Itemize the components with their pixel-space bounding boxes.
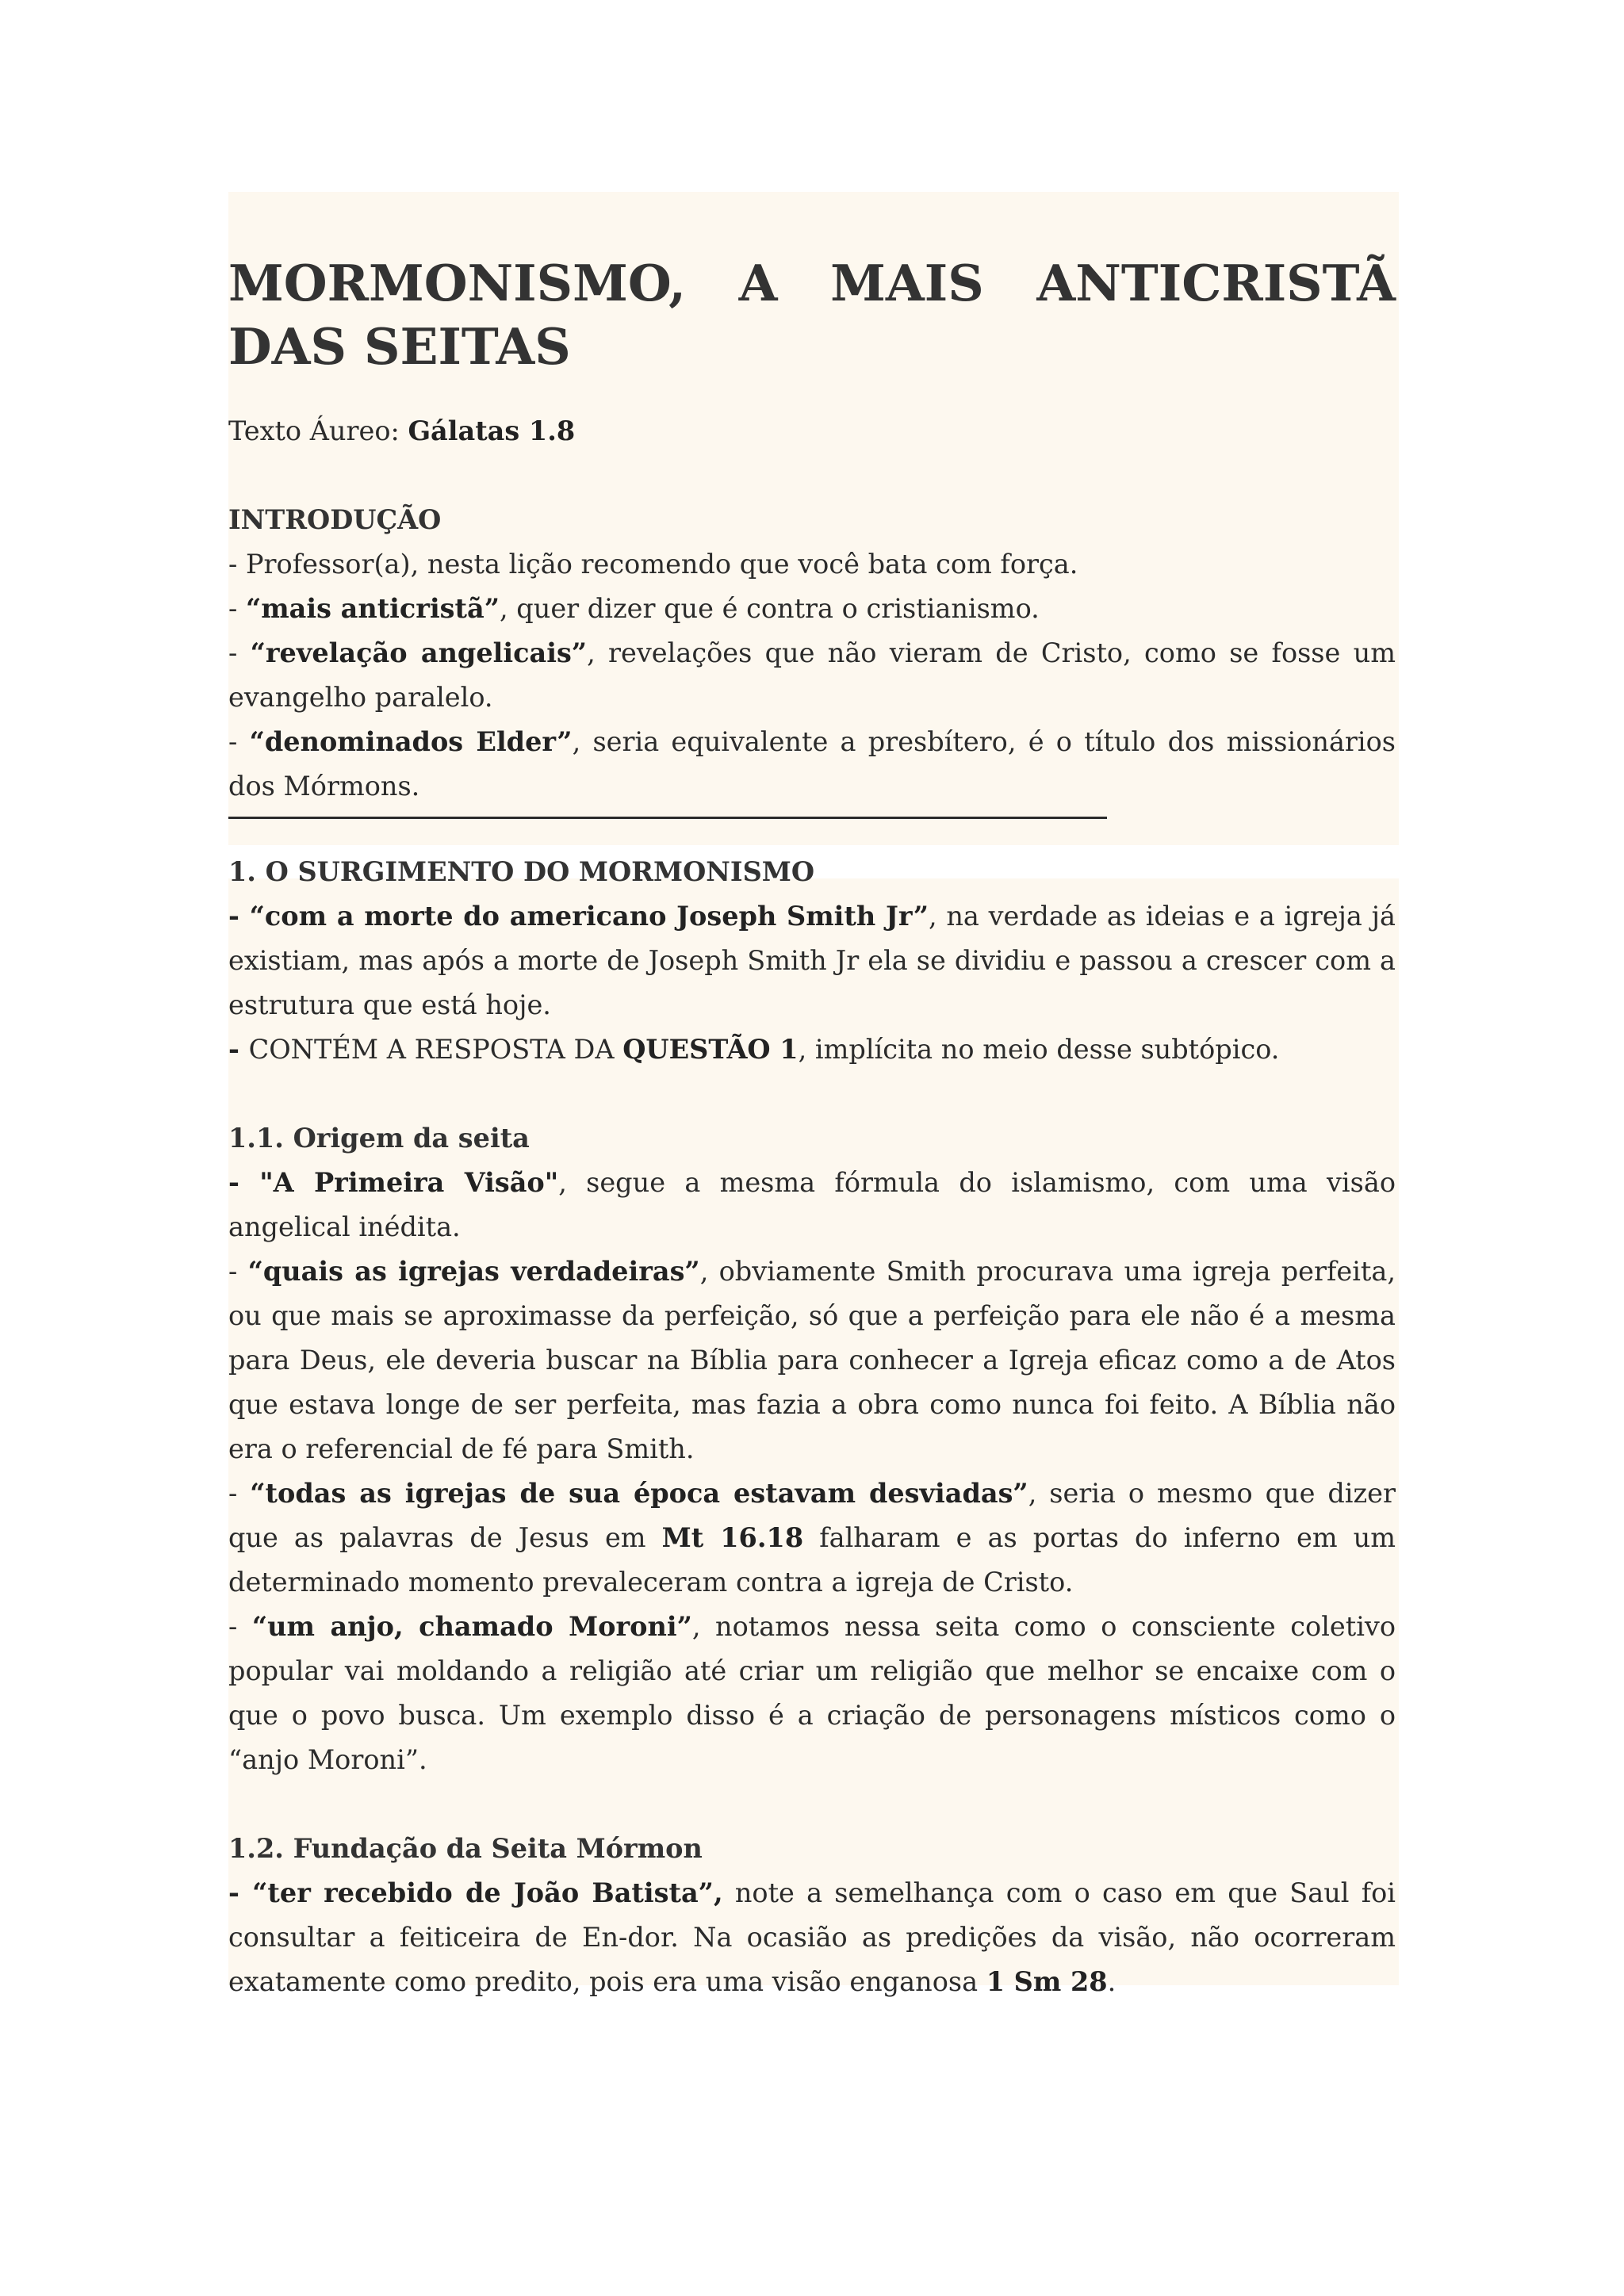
section-1-paragraph-2: - CONTÉM A RESPOSTA DA QUESTÃO 1, implícita no meio desse subtópico. bbox=[228, 1034, 1280, 1065]
section-1-2-paragraph-1: - “ter recebido de João Batista”, note a semelhança com o caso em que Saul foi consultar a feiticeira de En-dor. Na ocasião as predições da visão, não ocorreram exatamente como predito, pois era uma visão enganosa 1 Sm 28. bbox=[228, 1877, 1396, 1997]
texto-aureo-label: Texto Áureo: bbox=[228, 415, 408, 446]
section-divider bbox=[228, 817, 1107, 819]
page-title: MORMONISMO, A MAIS ANTICRISTÃ DAS SEITAS bbox=[228, 254, 1396, 376]
section-1-1-paragraph-1: - "A Primeira Visão", segue a mesma fórmula do islamismo, com uma visão angelical inédita. bbox=[228, 1167, 1396, 1242]
introducao-heading: INTRODUÇÃO bbox=[228, 504, 442, 535]
section-1-1-paragraph-3: - “todas as igrejas de sua época estavam desviadas”, seria o mesmo que dizer que as palavras de Jesus em Mt 16.18 falharam e as portas do inferno em um determinado momento prevaleceram contra a igreja de Cristo. bbox=[228, 1478, 1396, 1598]
intro-paragraph-2: - “mais anticristã”, quer dizer que é contra o cristianismo. bbox=[228, 593, 1040, 624]
section-1-paragraph-1: - “com a morte do americano Joseph Smith Jr”, na verdade as ideias e a igreja já existiam, mas após a morte de Joseph Smith Jr ela se dividiu e passou a crescer com a estrutura que está hoje. bbox=[228, 901, 1396, 1020]
section-1-1-paragraph-4: - “um anjo, chamado Moroni”, notamos nessa seita como o consciente coletivo popular vai moldando a religião até criar um religião que melhor se encaixe com o que o povo busca. Um exemplo disso é a criação de personagens místicos como o “anjo Moroni”. bbox=[228, 1611, 1396, 1775]
intro-block bbox=[228, 192, 1399, 845]
section-1-1-paragraph-2: - “quais as igrejas verdadeiras”, obviamente Smith procurava uma igreja perfeita, ou que mais se aproximasse da perfeição, só que a perfeição para ele não é a mesma para Deus, ele deveria buscar na Bíblia para conhecer a Igreja eficaz como a de Atos que estava longe de ser perfeita, mas fazia a obra como nunca foi feito. A Bíblia não era o referencial de fé para Smith. bbox=[228, 1256, 1396, 1464]
sections-block bbox=[228, 856, 1399, 1997]
texto-aureo-ref: Gálatas 1.8 bbox=[408, 415, 576, 446]
intro-paragraph-1: - Professor(a), nesta lição recomendo que você bata com força. bbox=[228, 549, 1078, 580]
section-1-heading: 1. O SURGIMENTO DO MORMONISMO bbox=[228, 856, 815, 887]
intro-paragraph-4: - “denominados Elder”, seria equivalente a presbítero, é o título dos missionários dos Mórmons. bbox=[228, 726, 1396, 802]
section-1-1-heading: 1.1. Origem da seita bbox=[228, 1123, 530, 1154]
texto-aureo bbox=[228, 409, 1396, 453]
section-1-2-heading: 1.2. Fundação da Seita Mórmon bbox=[228, 1833, 703, 1864]
intro-paragraph-3: - “revelação angelicais”, revelações que não vieram de Cristo, como se fosse um evangelho paralelo. bbox=[228, 637, 1396, 713]
